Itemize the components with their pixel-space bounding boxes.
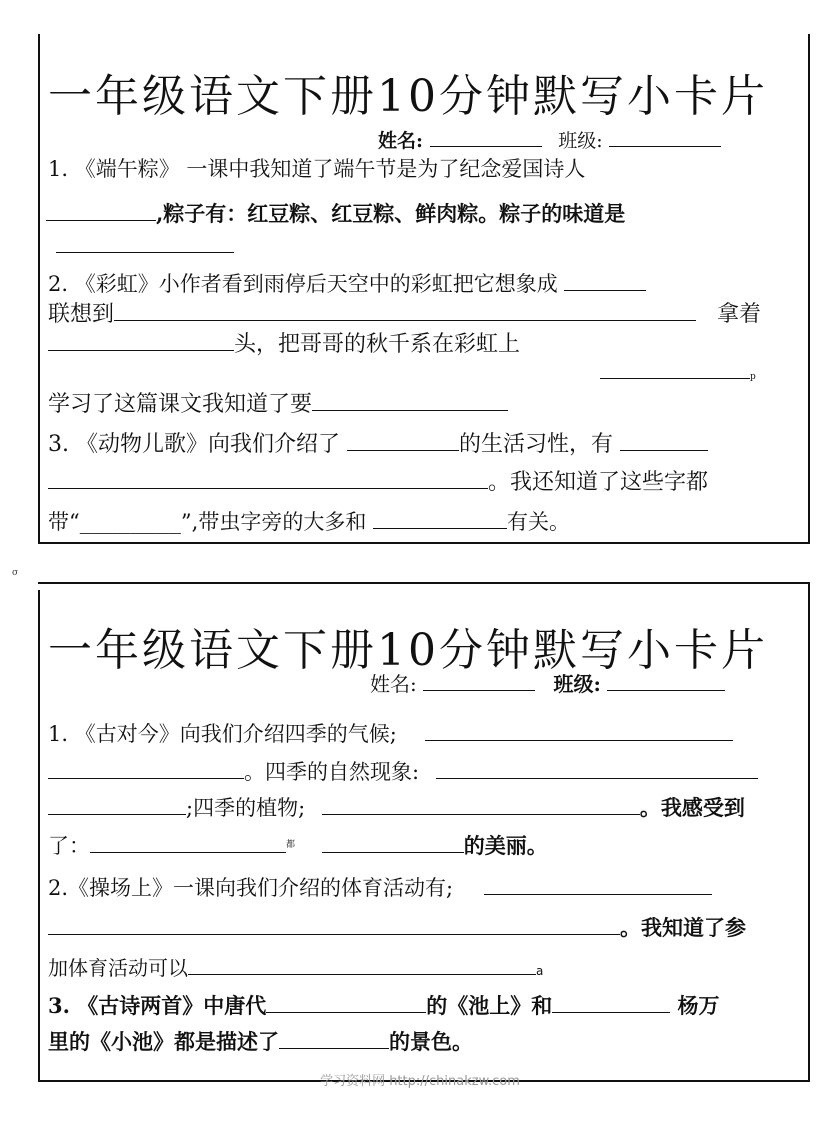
name-label: 姓名: — [378, 130, 424, 152]
benefit-blank[interactable] — [188, 954, 536, 975]
card-2 — [38, 582, 808, 1082]
habits-blank[interactable] — [48, 468, 488, 489]
card-left-border — [38, 34, 40, 544]
q2-line-1 — [48, 270, 646, 297]
q3-line-1-text: 3. 《古诗两首》中唐代 — [48, 993, 267, 1018]
poet-blank[interactable] — [46, 200, 156, 221]
learn-blank[interactable] — [312, 390, 508, 411]
nature-blank-2[interactable] — [48, 794, 186, 815]
stray-blank — [600, 366, 750, 379]
q3-line-2-text: 里的《小池》都是描述了 — [48, 1029, 279, 1054]
plants-blank[interactable] — [322, 794, 640, 815]
q3-line-3 — [48, 508, 570, 535]
q3-line-3-end: 有关。 — [507, 510, 571, 534]
name-blank[interactable] — [430, 126, 542, 147]
card-1 — [38, 34, 808, 544]
q3-line-3-start: 带“ — [48, 510, 80, 534]
have-blank[interactable] — [620, 430, 708, 451]
q2-line-3-text: 加体育活动可以 — [48, 956, 188, 980]
q2-line-2-text: 联想到 — [48, 302, 115, 327]
q1-line-2 — [48, 758, 758, 785]
feel-blank[interactable] — [90, 832, 286, 853]
q1-line-3-end: 。我感受到 — [639, 795, 745, 820]
card-bottom-border — [38, 542, 810, 544]
q1-line-4-text: 了： — [48, 834, 90, 858]
q2-line-4 — [48, 390, 508, 418]
animal-blank[interactable] — [347, 430, 459, 451]
q2-line-2-text: 。我知道了参 — [620, 915, 746, 940]
sports-blank-2[interactable] — [48, 914, 620, 935]
climate-blank-2[interactable] — [48, 758, 244, 779]
holding-blank[interactable] — [48, 330, 234, 351]
card-title: 一年级语文下册10分钟默写小卡片 — [48, 71, 768, 122]
q1-line-3 — [48, 794, 745, 821]
q3-line-1 — [48, 430, 708, 458]
q3-line-2-text: 。我还知道了这些字都 — [488, 470, 709, 495]
nature-blank[interactable] — [436, 758, 758, 779]
q2-line-4-text: 学习了这篇课文我知道了要 — [48, 392, 313, 417]
card-title: 一年级语文下册10分钟默写小卡片 — [48, 625, 768, 676]
stray-p-mark: p — [750, 372, 756, 382]
q2-line-1 — [48, 874, 712, 901]
q3-line-1-mid: 的生活习性，有 — [458, 432, 613, 457]
q3-line-1-text: 3. 《动物儿歌》向我们介绍了 — [48, 432, 340, 457]
class-blank[interactable] — [609, 126, 721, 147]
associate-blank[interactable] — [114, 300, 696, 321]
separator-mark: σ — [12, 568, 19, 578]
class-blank[interactable] — [607, 670, 725, 691]
q1-line-1 — [48, 720, 733, 747]
climate-blank[interactable] — [425, 720, 733, 741]
q3-line-1 — [48, 992, 720, 1019]
q2-line-3-text: 头，把哥哥的秋千系在彩虹上 — [234, 332, 521, 357]
q1-line-4 — [48, 832, 548, 859]
q2-line-3 — [48, 330, 520, 358]
tang-poet-blank[interactable] — [266, 992, 426, 1013]
stray-mark: 都 — [286, 840, 296, 850]
q2-line-2 — [48, 300, 761, 328]
name-class-row — [370, 670, 725, 697]
q1-line-2 — [46, 200, 625, 227]
q1-line-4-end: 的美丽。 — [463, 833, 548, 858]
q1-line-2-text: ,粽子有：红豆粽、红豆粽、鲜肉粽。粽子的味道是 — [156, 201, 626, 226]
q3-line-1-mid: 的《池上》和 — [426, 993, 553, 1018]
related-blank[interactable] — [373, 508, 507, 529]
scenery-blank[interactable] — [279, 1028, 389, 1049]
class-label: 班级: — [553, 672, 601, 696]
card-right-border — [808, 34, 810, 544]
sports-blank[interactable] — [484, 874, 712, 895]
card-left-border — [38, 590, 40, 1082]
q2-line-1-text: 2. 《彩虹》小作者看到雨停后天空中的彩虹把它想象成 — [48, 272, 558, 296]
radical-blank: ________ — [79, 510, 181, 534]
taste-blank-row — [56, 232, 234, 259]
q1-line-1: 1. 《端午粽》 一课中我知道了端午节是为了纪念爱国诗人 — [48, 157, 586, 181]
q3-line-3-mid: ”,带虫字旁的大多和 — [180, 510, 367, 534]
class-label: 班级: — [558, 130, 603, 152]
stray-a-mark: a — [536, 964, 544, 978]
stray-line — [600, 364, 756, 383]
beauty-blank[interactable] — [322, 832, 464, 853]
q1-line-1-text: 1. 《古对今》向我们介绍四季的气候; — [48, 722, 397, 746]
q1-line-3-text: ;四季的植物; — [186, 796, 306, 820]
q2-line-1-text: 2.《操场上》一课向我们介绍的体育活动有; — [48, 876, 454, 900]
q3-line-2 — [48, 1028, 473, 1055]
card-top-border — [38, 582, 810, 584]
name-label: 姓名: — [370, 672, 417, 696]
name-class-row — [378, 126, 721, 154]
q3-line-2 — [48, 468, 708, 496]
q2-line-3 — [48, 954, 543, 984]
rainbow-blank[interactable] — [564, 270, 646, 291]
q2-line-2-end: 拿着 — [717, 302, 762, 327]
name-blank[interactable] — [423, 670, 535, 691]
card-right-border — [808, 582, 810, 1082]
q3-line-1-end: 杨万 — [677, 993, 720, 1018]
taste-blank[interactable] — [56, 232, 234, 253]
q3-line-2-end: 的景色。 — [389, 1029, 473, 1054]
watermark-footer: 学习资料网 http://chinakzw.com — [320, 1074, 520, 1089]
q2-line-2 — [48, 914, 746, 941]
q1-line-2-text: 。四季的自然现象: — [244, 760, 420, 784]
song-blank[interactable] — [552, 992, 670, 1013]
